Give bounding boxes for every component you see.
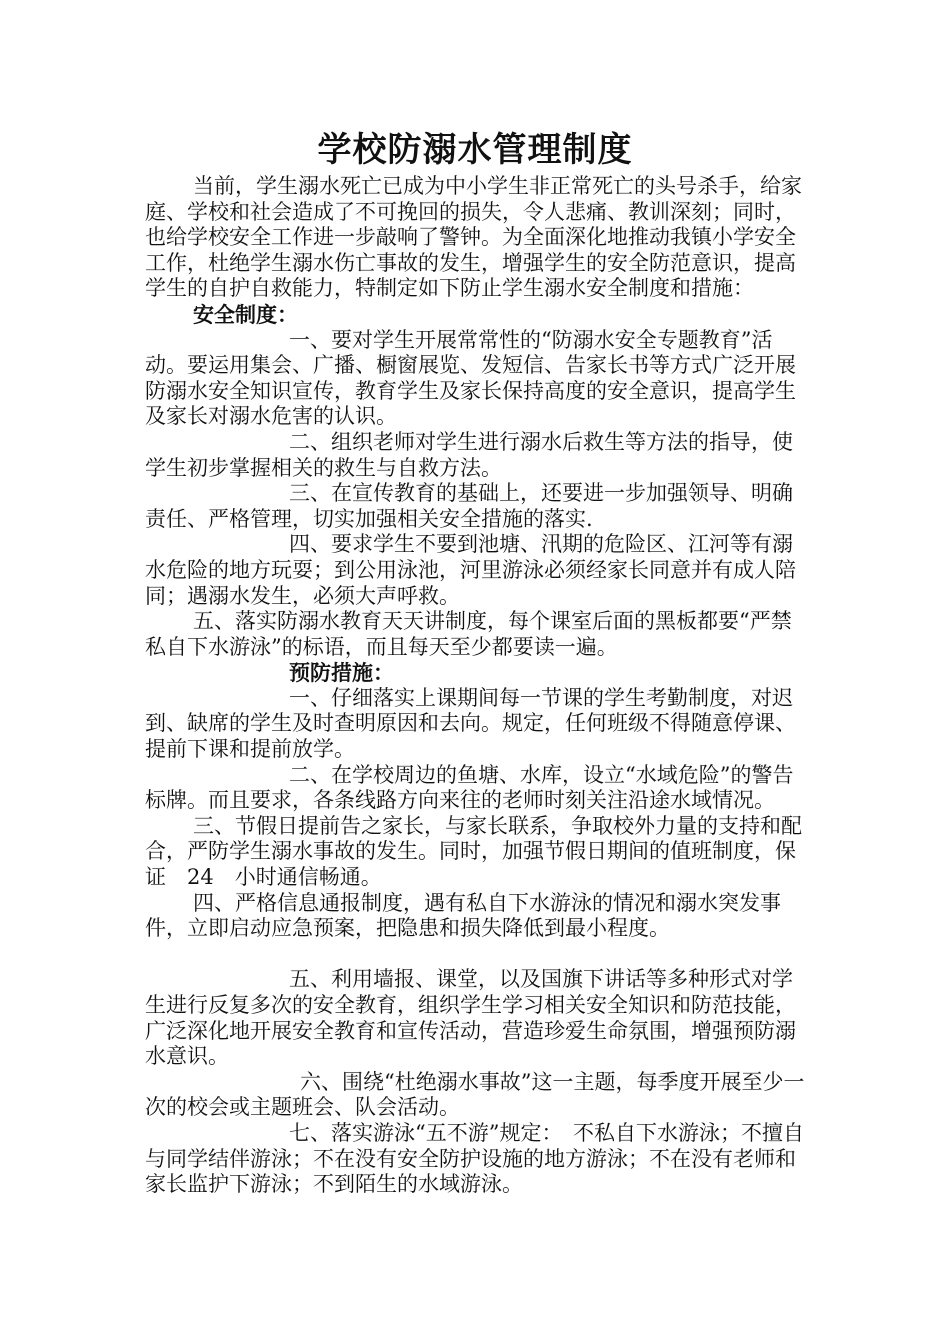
safety-rule-5: 五、落实防溺水教育天天讲制度，每个课室后面的黑板都要“严禁私自下水游泳”的标语，而且每天至少都要读一遍。 bbox=[145, 609, 792, 659]
safety-rule-3: 三、在宣传教育的基础上，还要进一步加强领导、明确责任、严格管理，切实加强相关安全措施的落实. bbox=[145, 481, 793, 531]
prevention-measure-1: 一、仔细落实上课期间每一节课的学生考勤制度，对迟到、缺席的学生及时查明原因和去向。规定，任何班级不得随意停课、提前下课和提前放学。 bbox=[145, 685, 796, 762]
prevention-measure-2: 二、在学校周边的鱼塘、水库，设立“水域危险”的警告标牌。而且要求，各条线路方向来往的老师时刻关注沿途水域情况。 bbox=[145, 762, 794, 813]
safety-rule-1: 一、要对学生开展常常性的“防溺水安全专题教育”活动。要运用集会、广播、橱窗展览、发短信、告家长书等方式广泛开展防溺水安全知识宣传，教育学生及家长保持高度的安全意识，提高学生及家长对溺水危害的认识。 bbox=[145, 327, 796, 429]
intro-paragraph: 当前，学生溺水死亡已成为中小学生非正常死亡的头号杀手，给家庭、学校和社会造成了不可挽回的损失，令人悲痛、教训深刻；同时，也给学校安全工作进一步敲响了警钟。为全面深化地推动我镇小学安全工作，杜绝学生溺水伤亡事故的发生，增强学生的安全防范意识，提高学生的自护自救能力，特制定如下防止学生溺水安全制度和措施： bbox=[145, 174, 802, 301]
prevention-measure-6: 六、围绕“杜绝溺水事故”这一主题，每季度开展至少一次的校会或主题班会、队会活动。 bbox=[145, 1069, 805, 1120]
safety-rule-2: 二、组织老师对学生进行溺水后救生等方法的指导，使学生初步掌握相关的救生与自救方法。 bbox=[145, 429, 793, 480]
prevention-measures-heading: 预防措施： bbox=[289, 660, 394, 686]
blank-line bbox=[145, 942, 805, 968]
prevention-measure-3: 三、节假日提前告之家长，与家长联系，争取校外力量的支持和配合，严防学生溺水事故的发生。同时，加强节假日期间的值班制度，保证 24 小时通信畅通。 bbox=[145, 813, 802, 890]
safety-rule-4: 四、要求学生不要到池塘、汛期的危险区、江河等有溺水危险的地方玩耍；到公用泳池，河里游泳必须经家长同意并有成人陪同；遇溺水发生，必须大声呼救。 bbox=[145, 532, 796, 608]
prevention-measure-7: 七、落实游泳“五不游”规定： 不私自下水游泳；不擅自与同学结伴游泳；不在没有安全防护设施的地方游泳；不在没有老师和家长监护下游泳；不到陌生的水域游泳。 bbox=[145, 1120, 804, 1197]
prevention-measure-4: 四、严格信息通报制度，遇有私自下水游泳的情况和溺水突发事件，立即启动应急预案，把隐患和损失降低到最小程度。 bbox=[145, 890, 781, 941]
safety-rules-heading: 安全制度： bbox=[193, 301, 298, 327]
page-title: 学校防溺水管理制度 bbox=[317, 130, 633, 170]
prevention-measure-5: 五、利用墙报、课堂，以及国旗下讲话等多种形式对学生进行反复多次的安全教育，组织学生学习相关安全知识和防范技能，广泛深化地开展安全教育和宣传活动，营造珍爱生命氛围，增强预防溺水意识。 bbox=[145, 967, 796, 1069]
document-body bbox=[145, 174, 805, 1198]
